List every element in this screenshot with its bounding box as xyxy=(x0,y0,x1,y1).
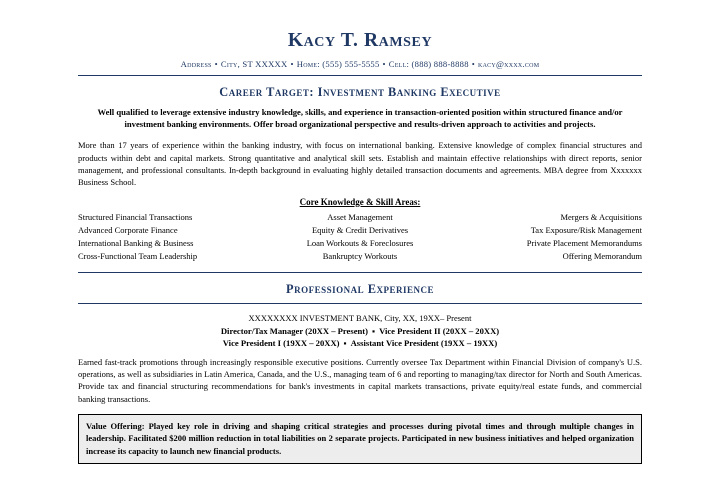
skill-item: Equity & Credit Derivatives xyxy=(311,224,409,235)
contact-address: Address xyxy=(180,59,212,69)
career-target-summary: Well qualified to leverage extensive industry knowledge, skills, and experience in transaction-oriented position within structured finance and/or investment banking environments. Offer broad organizational perspective and results-driven approach to activities and projects. xyxy=(97,107,623,130)
career-target-heading: Career Target: Investment Banking Executive xyxy=(219,85,501,99)
title-bullet-1: ▪ xyxy=(372,325,376,336)
skill-item: Private Placement Memorandums xyxy=(526,237,642,248)
contact-separator-3: • xyxy=(382,59,386,69)
skill-item: Tax Exposure/Risk Management xyxy=(530,224,642,235)
value-offering-box: Value Offering: Played key role in driving and shaping critical strategies and processes during pivotal times and through multiple changes in leadership. Facilitated $200 million reduction in total liabilities on 2 separate projects. Participated in new business initiatives and helped organization increase its capacity to launch new financial products. xyxy=(78,414,642,464)
skill-item: Mergers & Acquisitions xyxy=(560,211,642,222)
title-bullet-2: ▪ xyxy=(343,338,347,349)
skill-item: Advanced Corporate Finance xyxy=(78,224,178,235)
experience-paragraph: Earned fast-track promotions through increasingly responsible executive positions. Currently oversee Tax Department within Financial Division of company's U.S. operations, as well as subsidiaries in Latin America, Canada, and the U.S., managing team of 6 and reporting to managing/tax director for North and South Americas. Provide tax and financial structuring recommendations for bank's investments in capital markets transactions, private equity/real estate funds, and commercial banking transactions. xyxy=(78,356,642,404)
job-title-vp1: Vice President I (19XX – 20XX) xyxy=(222,338,340,349)
skill-item: Asset Management xyxy=(327,211,393,222)
experience-titles xyxy=(78,325,642,350)
contact-home-phone: Home: (555) 555-5555 xyxy=(296,59,380,69)
job-title-vp2: Vice President II (20XX – 20XX) xyxy=(379,325,500,336)
skill-item: Loan Workouts & Foreclosures xyxy=(306,237,414,248)
header-divider xyxy=(78,75,642,76)
contact-city: City, ST XXXXX xyxy=(220,59,288,69)
experience-divider-top xyxy=(78,272,642,273)
page-title: Kacy T. Ramsey xyxy=(287,30,433,51)
experience-divider-bottom xyxy=(78,303,642,304)
experience-heading: Professional Experience xyxy=(286,281,434,296)
experience-company: XXXXXXXX INVESTMENT BANK, City, XX, 19XX– Present xyxy=(248,312,472,323)
skill-item: Offering Memorandum xyxy=(562,250,642,261)
contact-line xyxy=(78,59,642,69)
contact-separator-4: • xyxy=(471,59,476,69)
contact-cell-phone: Cell: (888) 888-8888 xyxy=(388,59,469,69)
career-target-paragraph: More than 17 years of experience within the banking industry, with focus on international banking. Extensive knowledge of complex financial structures and products within debt and capital markets. Strong quantitative and analytical skill sets. Establish and maintain effective relationships with direct reports, senior management, and professional consultants. In-depth background in evaluating highly detailed transaction documents and agreements. MBA degree from Xxxxxxx Business School. xyxy=(78,140,642,188)
job-title-avp: Assistant Vice President (19XX – 19XX) xyxy=(350,338,498,349)
job-title-director: Director/Tax Manager (20XX – Present) xyxy=(220,325,369,336)
skill-item: Cross-Functional Team Leadership xyxy=(78,250,198,261)
skill-item: Structured Financial Transactions xyxy=(78,211,193,222)
core-knowledge-grid xyxy=(78,211,642,262)
contact-separator-1: • xyxy=(214,59,218,69)
core-knowledge-heading: Core Knowledge & Skill Areas: xyxy=(299,196,421,207)
contact-email[interactable]: kacy@xxxx.com xyxy=(478,59,540,69)
skill-item: Bankruptcy Workouts xyxy=(322,250,398,261)
skill-item: International Banking & Business xyxy=(78,237,194,248)
contact-separator-2: • xyxy=(290,59,294,69)
